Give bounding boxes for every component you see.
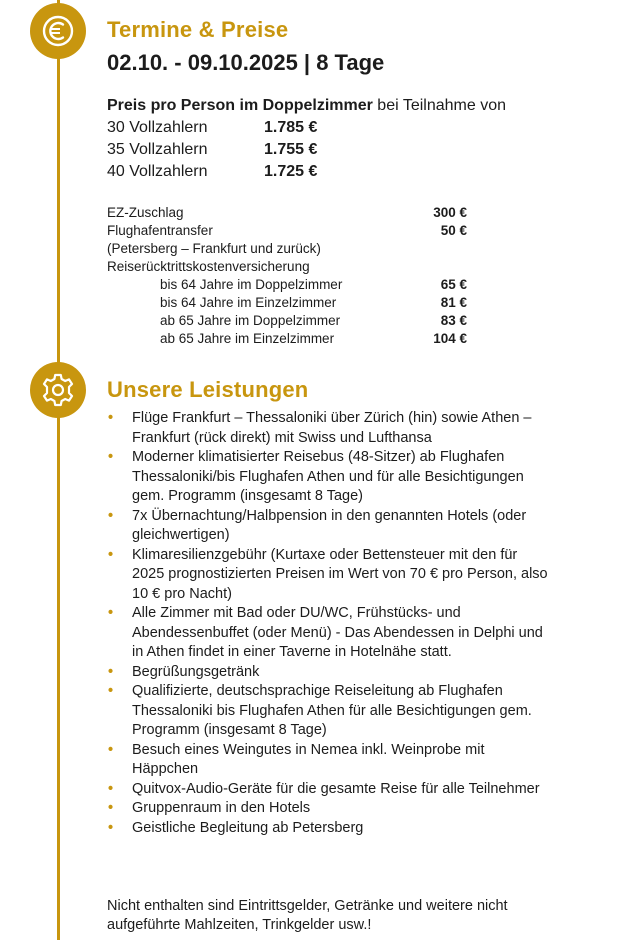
fee-row-sub — [107, 330, 467, 348]
list-item — [108, 741, 548, 780]
bullet: • — [108, 507, 114, 524]
fee-row-sub — [107, 312, 467, 330]
fee-label: (Petersberg – Frankfurt und zurück) — [107, 241, 321, 256]
fee-row — [107, 258, 467, 276]
list-item — [108, 819, 548, 839]
list-item — [108, 507, 548, 546]
price-table — [107, 119, 317, 185]
list-item — [108, 409, 548, 448]
fee-label: Flughafentransfer — [107, 223, 213, 238]
bullet: • — [108, 741, 114, 758]
list-item-text: Begrüßungsgetränk — [132, 663, 260, 680]
services-list — [108, 409, 548, 838]
list-item-text: Moderner klimatisierter Reisebus (48-Sitzer) ab Flughafen Thessaloniki/bis Flughafen Athen und für alle Besichtigungen gem. Programm (insgesamt 8 Tage) — [132, 449, 524, 504]
fee-label: bis 64 Jahre im Einzelzimmer — [160, 295, 337, 310]
fee-value: 65 € — [440, 277, 467, 292]
list-item-text: Quitvox-Audio-Geräte für die gesamte Reise für alle Teilnehmer — [132, 780, 540, 797]
list-item-text: Alle Zimmer mit Bad oder DU/WC, Frühstücks- und Abendessenbuffet (oder Menü) - Das Abendessen in Delphi und in Athen findet in einer Taverne in Hotelnähe statt. — [132, 605, 543, 660]
list-item-text: 7x Übernachtung/Halbpension in den genannten Hotels (oder gleichwertigen) — [132, 507, 527, 543]
timeline-line — [57, 0, 60, 940]
price-intro — [107, 97, 506, 115]
fee-label: EZ-Zuschlag — [107, 205, 184, 220]
list-item-text: Flüge Frankfurt – Thessaloniki über Zürich (hin) sowie Athen – Frankfurt (rück direkt) mit Swiss und Lufthansa — [132, 410, 532, 446]
price-value: 1.725 € — [264, 163, 318, 180]
fee-value: 50 € — [440, 223, 467, 238]
price-label: 30 Vollzahlern — [107, 119, 208, 136]
list-item — [108, 448, 548, 507]
list-item — [108, 663, 548, 683]
bullet: • — [108, 780, 114, 797]
bullet: • — [108, 605, 114, 621]
fee-row-sub — [107, 294, 467, 312]
list-item-text: Geistliche Begleitung ab Petersberg — [132, 819, 364, 836]
fee-label: Reiserücktrittskostenversicherung — [107, 259, 310, 274]
fee-value: 104 € — [433, 331, 467, 346]
trip-dates: 02.10. - 09.10.2025 | 8 Tage — [107, 50, 385, 75]
fee-value: 83 € — [440, 313, 467, 328]
fee-label: bis 64 Jahre im Doppelzimmer — [160, 277, 343, 292]
price-value: 1.785 € — [264, 119, 318, 136]
list-item-text: Gruppenraum in den Hotels — [132, 800, 311, 816]
fee-row — [107, 204, 467, 222]
fee-label: ab 65 Jahre im Doppelzimmer — [160, 313, 341, 328]
bullet: • — [108, 410, 114, 426]
bullet: • — [108, 546, 114, 563]
section-title-termine: Termine & Preise — [107, 17, 289, 42]
gear-icon — [30, 362, 86, 418]
list-item-text: Besuch eines Weingutes in Nemea inkl. Weinprobe mit Häppchen — [132, 741, 485, 777]
fee-row-sub — [107, 276, 467, 294]
fee-row — [107, 222, 467, 240]
bullet: • — [108, 683, 114, 699]
price-intro-rest: bei Teilnahme von — [372, 97, 506, 114]
price-row — [107, 119, 317, 141]
bullet: • — [108, 663, 114, 680]
footer-note: Nicht enthalten sind Eintrittsgelder, Getränke und weitere nicht aufgeführte Mahlzeiten, Trinkgelder usw.! — [107, 897, 508, 933]
euro-icon — [30, 3, 86, 59]
list-item — [108, 780, 548, 800]
list-item-text: Qualifizierte, deutschsprachige Reiseleitung ab Flughafen Thessaloniki bis Flughafen Athen für alle Besichtigungen gem. Programm (insgesamt 8 Tage) — [132, 683, 532, 738]
price-row — [107, 163, 317, 185]
fee-row — [107, 240, 467, 258]
list-item-text: Klimaresilienzgebühr (Kurtaxe oder Bettensteuer mit den für 2025 prognostizierten Preisen im Wert von 70 € pro Person, also 10 € pro Nacht) — [132, 546, 548, 602]
price-label: 35 Vollzahlern — [107, 141, 208, 158]
list-item — [108, 682, 548, 741]
section-title-leistungen: Unsere Leistungen — [107, 377, 309, 402]
fee-value: 300 € — [433, 205, 467, 220]
list-item — [108, 546, 548, 605]
price-row — [107, 141, 317, 163]
fees-table — [107, 204, 467, 348]
price-value: 1.755 € — [264, 141, 318, 158]
bullet: • — [108, 449, 114, 465]
bullet: • — [108, 800, 114, 816]
price-intro-bold: Preis pro Person im Doppelzimmer — [107, 97, 373, 114]
price-label: 40 Vollzahlern — [107, 163, 208, 180]
list-item — [108, 604, 548, 663]
fee-value: 81 € — [440, 295, 467, 310]
list-item — [108, 799, 548, 819]
bullet: • — [108, 819, 114, 836]
fee-label: ab 65 Jahre im Einzelzimmer — [160, 331, 335, 346]
